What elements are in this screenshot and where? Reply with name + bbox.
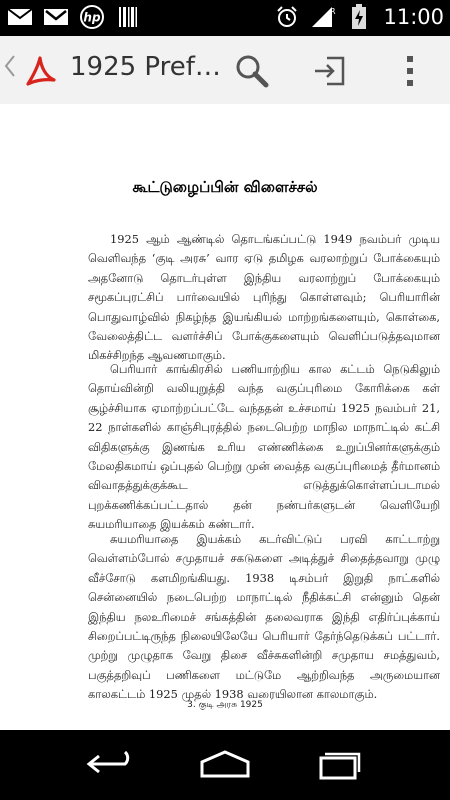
pdf-page-view[interactable] [0,104,450,730]
recent-apps-icon [311,750,365,780]
paragraph-2 [88,360,440,535]
alarm-icon [273,4,301,30]
footnote: 3. குடி அரசு 1925 [187,700,263,710]
action-bar [0,36,450,105]
paragraph-3 [88,530,440,705]
recent-apps-button[interactable] [298,744,378,786]
paragraph-text: பெரியார் காங்கிரசில் பணியாற்றிய கால கட்டம் நெடுகிலும் தொய்வின்றி வலியுறுத்தி வந்த வகுப்புரிமை கோரிக்கை கள் சூழ்ச்சியாக ஏமாற்றப்பட்டே வந்ததன் உச்சமாய் 1925 நவம்பர் 21, 22 நாள்களில் காஞ்சிபுரத்தில் நடைபெற்ற மாநில மாநாட்டில் கட்சி விதிகளுக்கு இணங்க உரிய எண்ணிக்கை உறுப்பினர்களுக்கும் மேலதிகமாய் ஒப்புதல் பெற்று முன் வைத்த வகுப்புரிமைத் தீர்மானம் விவாதத்துக்குக்கூட எடுத்துக்கொள்ளப்படாமல் புறக்கணிக்கப்பட்டதால் தன் நண்பர்களுடன் வெளியேறி சுயமரியாதை இயக்கம் கண்டார். [88,362,440,532]
roaming-badge: R [330,7,337,16]
page-heading: கூட்டுழைப்பின் விளைச்சல் [132,178,318,196]
battery-charging-icon [345,4,373,30]
system-status-icons [273,4,444,30]
clock: 11:00 [383,5,444,29]
overflow-menu-button[interactable] [388,50,432,92]
back-button[interactable] [72,744,152,786]
status-bar [0,0,450,36]
back-chevron-icon[interactable] [4,54,18,84]
barcode-icon [114,4,142,30]
navigation-bar [0,730,450,800]
share-export-icon [313,54,347,88]
email-icon [6,4,34,30]
search-icon [234,53,270,89]
notification-icons [6,4,142,30]
search-button[interactable] [230,50,274,92]
paragraph-text: 1925 ஆம் ஆண்டில் தொடங்கப்பட்டு 1949 நவம்பர் முடிய வெளிவந்த ‘குடி அரசு’ வார ஏடு தமிழக வரலாற்றுப் போக்கையும் அதனோடு தொடர்புள்ள இந்திய வரலாற்றுப் போக்கையும் சமூகப்புரட்சிப் பார்வையில் புரிந்து கொள்ளவும்; பெரியாரின் பொதுவாழ்வில் நிகழ்ந்த இயங்கியல் மாற்றங்களையும், கொள்கை, வேலைத்திட்ட வளர்ச்சிப் போக்குகளையும் வெளிப்படுத்தவுமான மிகச்சிறந்த ஆவணமாகும். [88,232,440,363]
paragraph-text: சுயமரியாதை இயக்கம் கடர்விட்டுப் பரவி காட்டாற்று வெள்ளம்போல் சமுதாயச் சகடுகளை அடித்துச் சிதைத்தவாறு முழு வீச்சோடு களமிறங்கியது. 1938 டிசம்பர் இறுதி நாட்களில் சென்னையில் நடைபெற்ற மாநாட்டில் நீதிக்கட்சி என்னும் தென் இந்திய நலஉரிமைச் சங்கத்தின் தலைவராக இந்தி எதிர்ப்புக்காய் சிறைப்பட்டிருந்த நிலையிலேயே பெரியார் தேர்ந்தெடுக்கப் பட்டார். முற்று முழுதாக வேறு திசை வீச்சுகளின்றி சமுதாய சமத்துவம், பகுத்தறிவுப் பணிகளை மட்டுமே ஆற்றிவந்த அருமையான காலகட்டம் 1925 முதல் 1938 வரையிலான காலமாகும். [88,532,440,702]
share-export-button[interactable] [308,50,352,92]
hp-label: hp [83,10,101,25]
home-button[interactable] [185,744,265,786]
pdf-app-icon[interactable] [24,54,58,88]
signal-icon [309,4,337,30]
gmail-icon [42,4,70,30]
hp-icon [78,4,106,30]
overflow-menu-icon [405,54,415,88]
home-icon [198,750,252,780]
back-icon [85,750,139,780]
paragraph-1 [88,230,440,366]
document-title: 1925 Pref… [70,52,221,82]
